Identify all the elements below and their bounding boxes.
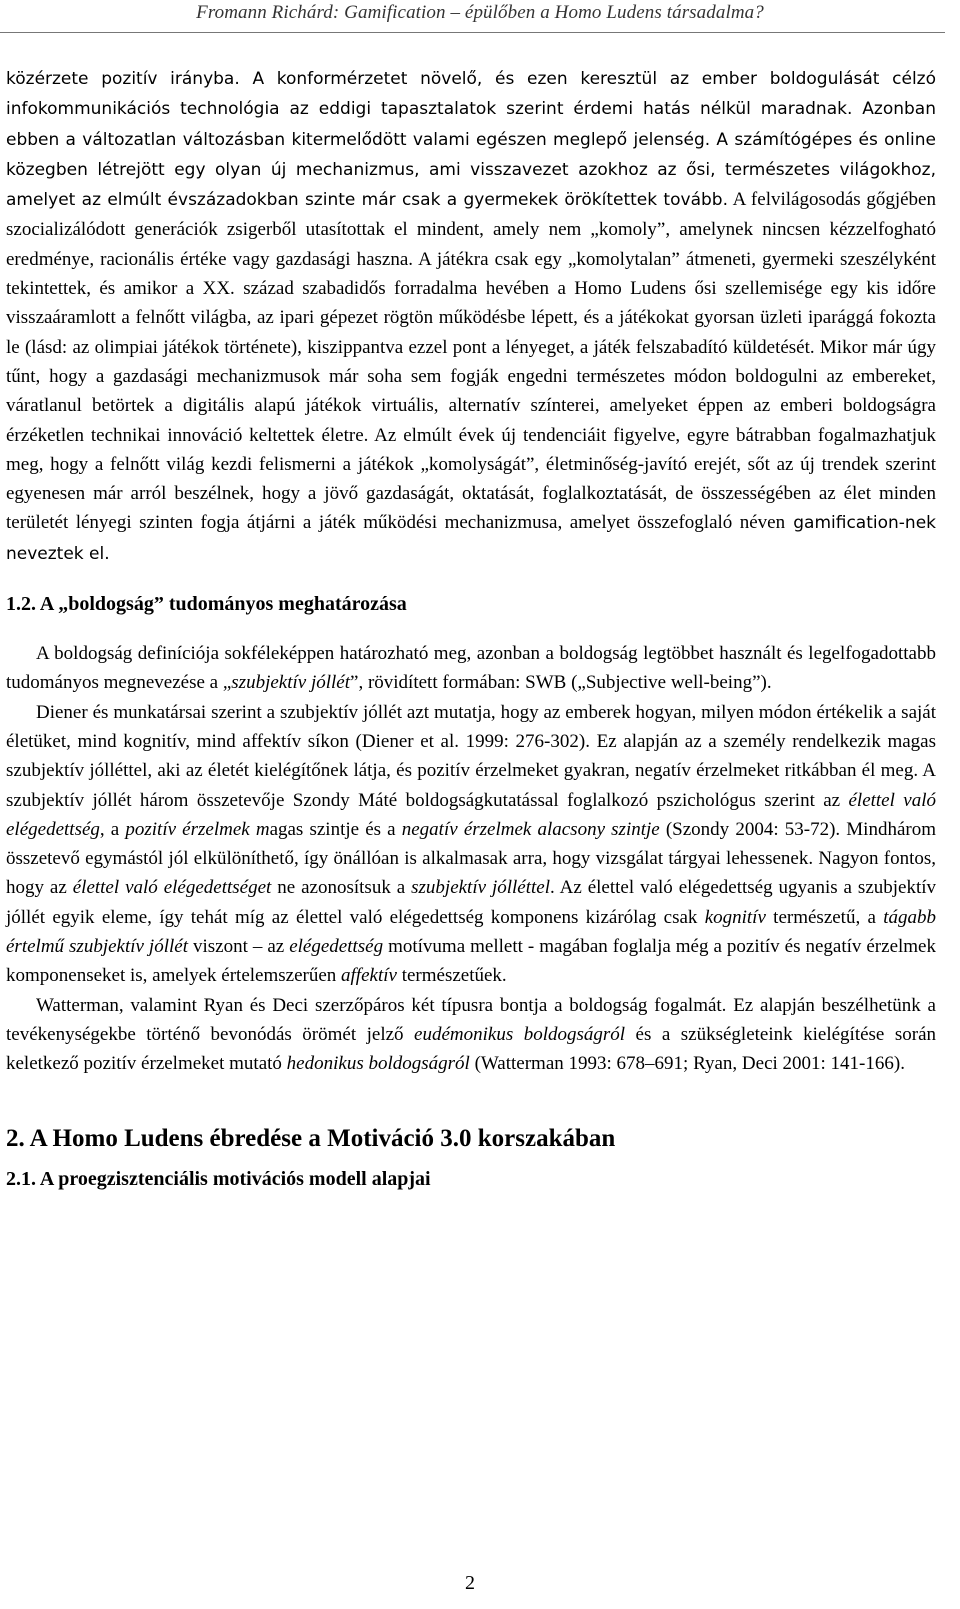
paragraph-text: A felvilágosodás gőgjében szocializálódott generációk zsigerből utasítottak el mindent, amely nem „komoly”, amelynek nincsen kézzelfogható eredménye, racionális értéke vagy gazdasági haszna. A játékra csak egy „komolytalan” átmeneti, gyermeki szeszélyként tekintettek, és amikor a XX. század szabadidős forradalma hevében a Homo Ludens ősi szellemisége egy kis időre visszaáramlott a felnőtt világba, az ipari gépezet rögtön működésbe lépett, és a játékokat gyorsan üzleti iparággá fokozta le (lásd: az olimpiai játékok története), kiszippantva ezzel pont a lényeget, a játék felszabadító küldetését. Mikor már úgy tűnt, hogy a gazdasági mechanizmusok már soha sem fogják engedni természetes módon boldogulni az embereket, váratlanul betörtek a digitális alapú játékok virtuális, alternatív színterei, amelyeket éppen az emberi boldogságra érzéketlen technikai innováció keltettek életre. Az elmúlt évek új tendenciáit figyelve, egyre bátrabban fogalmazhatjuk meg, hogy a felnőtt világ kezdi felismerni a játékok „komolyságát”, életminőség-javító erejét, sőt az új trendek szerint egyenesen már arról beszélnek, hogy a jövő gazdaságát, oktatását, foglalkoztatását, de összességében az élet minden területét lényegi szinten fogja átjárni a játék működési mechanizmusa, amelyet összefoglaló néven — [6, 189, 936, 534]
paragraph-text: Diener és munkatársai szerint a szubjektív jóllét azt mutatja, hogy az emberek hogyan, milyen módon értékelik a saját életüket, mind kognitív, mind affektív síkon (Diener et al. 1999: 276-302). Ez alapján az a személy rendelkezik magas szubjektív jólléttel, aki az életét kielégítőnek látja, és pozitív érzelmeket gyakran, negatív érzelmeket ritkábban él meg. A szubjektív jóllét három összetevője Szondy Máté boldogságkutatással foglalkozó pszichológus szerint az — [6, 701, 936, 811]
paragraph-text: ”, rövidített formában: SWB („Subjective well-being”). — [350, 672, 772, 694]
emphasis-text: affektív — [341, 965, 397, 987]
emphasis-text: élettel való elégedettség — [6, 789, 936, 840]
paragraph-text: . Az élettel való elégedettség ugyanis a szubjektív jóllét egyik eleme, így tehát míg az élettel való elégedettség komponens kizárólag csak — [6, 877, 937, 928]
paragraph-text: és a szükségleteink kielégítése során keletkező pozitív érzelmeket mutató — [6, 1023, 937, 1075]
emphasis-text: tágabb értelmű szubjektív jóllét — [6, 906, 936, 958]
paragraph-text: viszont – az — [188, 936, 290, 958]
paragraph-text: (Watterman 1993: 678–691; Ryan, Deci 2001: 141-166). — [469, 1053, 905, 1075]
running-header: Fromann Richárd: Gamification – épülőben a Homo Ludens társadalma? — [196, 2, 764, 23]
paragraph-text: természetűek. — [396, 965, 507, 987]
paragraph-text: közérzete pozitív irányba. A konformérzetet növelő, és ezen keresztül az ember boldogulását célzó infokommunikációs technológia az eddigi tapasztalatok szerint érdemi hatás nélkül maradnak. Azonban ebben a változatlan változásban kitermelődött valami egészen meglepő jelenség. A számítógépes és online közegben létrejött egy olyan új mechanizmus, ami visszavezet azokhoz az ősi, természetes világokhoz, amelyet az elmúlt évszázadokban szinte már csak a gyermekek örökítettek tovább. — [6, 69, 936, 211]
page-number: 2 — [465, 1572, 475, 1594]
section-heading-2-1: 2.1. A proegzisztenciális motivációs modell alapjai — [6, 1167, 431, 1190]
emphasis-text: elégedettség — [289, 936, 384, 958]
paragraph-text: ne azonosítsuk a — [271, 877, 412, 899]
paragraph-text: természetű, a — [765, 906, 884, 928]
paragraph-text: , a — [99, 818, 126, 840]
emphasis-text: pozitív érzelmek m — [125, 818, 270, 840]
paragraph-text: motívuma mellett - magában foglalja még a pozitív és negatív érzelmek komponenseket is, amelyek értelemszerűen — [6, 936, 936, 987]
emphasis-text: szubjektív jóllét — [231, 672, 351, 694]
body-paragraph — [6, 64, 936, 569]
body-paragraph — [6, 698, 936, 991]
emphasis-text: kognitív — [704, 906, 766, 928]
header-divider — [0, 32, 945, 33]
emphasis-text: negatív érzelmek alacsony szintje — [401, 818, 660, 840]
section-heading-2: 2. A Homo Ludens ébredése a Motiváció 3.0 korszakában — [6, 1124, 616, 1152]
emphasis-text: eudémonikus boldogságról — [414, 1023, 626, 1045]
paragraph-text: (Szondy 2004: 53-72). Mindhárom összetevő egymástól jól elkülöníthető, így önállóan is alkalmasak arra, hogy vizsgálat tárgyai lehessenek. Nagyon fontos, hogy az — [6, 818, 936, 899]
paragraph-text: A boldogság definíciója sokféleképpen határozható meg, azonban a boldogság legtöbbet használt és legelfogadottabb tudományos megnevezése a „ — [6, 643, 936, 694]
paragraph-text: Watterman, valamint Ryan és Deci szerzőpáros két típusra bontja a boldogság fogalmát. Ez alapján beszélhetünk a tevékenységekbe történő bevonódás örömét jelző — [6, 994, 936, 1045]
section-heading-1-2: 1.2. A „boldogság” tudományos meghatározása — [6, 593, 407, 616]
body-paragraph — [6, 991, 936, 1079]
emphasis-text: élettel való elégedettséget — [72, 877, 272, 899]
emphasis-text: hedonikus boldogságról — [286, 1053, 470, 1075]
emphasis-text: szubjektív jólléttel — [411, 877, 551, 899]
page-content — [6, 64, 936, 1193]
body-paragraph — [6, 639, 936, 698]
paragraph-text: agas szintje és a — [269, 818, 402, 840]
paragraph-text: gamification-nek neveztek el. — [6, 513, 936, 564]
